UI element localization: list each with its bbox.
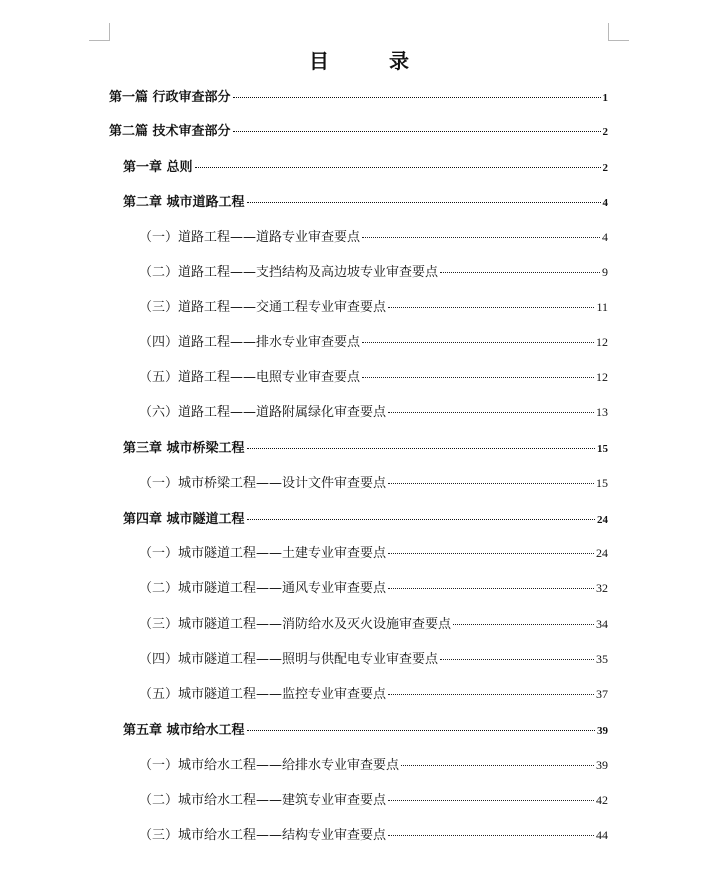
- toc-entry-section[interactable]: [139, 789, 608, 809]
- dot-leader: [362, 342, 594, 343]
- toc-entry-page: 15: [596, 476, 608, 490]
- dot-leader: [247, 202, 601, 203]
- toc-entry-label: （三）道路工程——交通工程专业审查要点: [139, 300, 387, 315]
- dot-leader: [195, 167, 601, 168]
- toc-entry-label: 第一篇 行政审查部分: [109, 90, 231, 105]
- toc-entry-page: 13: [596, 405, 608, 419]
- dot-leader: [388, 412, 594, 413]
- toc-entry-page: 2: [602, 126, 608, 138]
- dot-leader: [440, 659, 594, 660]
- toc-entry-section[interactable]: [139, 542, 608, 562]
- toc-entry-section[interactable]: [139, 366, 608, 386]
- dot-leader: [388, 694, 594, 695]
- toc-entry-label: （四）道路工程——排水专业审查要点: [139, 335, 361, 350]
- toc-entry-section[interactable]: [139, 472, 608, 492]
- toc-entry-page: 2: [602, 162, 608, 174]
- toc-entry-label: （五）道路工程——电照专业审查要点: [139, 370, 361, 385]
- toc-entry-section[interactable]: [139, 648, 608, 668]
- toc-entry-label: 第三章 城市桥梁工程: [123, 441, 245, 456]
- toc-entry-page: 37: [596, 687, 608, 701]
- toc-entry-label: （一）城市隧道工程——土建专业审查要点: [139, 546, 387, 561]
- dot-leader: [362, 237, 600, 238]
- dot-leader: [247, 448, 595, 449]
- toc-entry-chapter-4[interactable]: [123, 508, 608, 528]
- toc-entry-part-2[interactable]: [109, 120, 608, 140]
- toc-entry-label: （一）城市给水工程——给排水专业审查要点: [139, 758, 400, 773]
- toc-entry-section[interactable]: [139, 683, 608, 703]
- dot-leader: [247, 730, 595, 731]
- toc-entry-label: （一）城市桥梁工程——设计文件审查要点: [139, 476, 387, 491]
- toc-entry-section[interactable]: [139, 401, 608, 421]
- toc-entry-label: （二）道路工程——支挡结构及高边坡专业审查要点: [139, 265, 439, 280]
- toc-entry-page: 32: [596, 581, 608, 595]
- dot-leader: [362, 377, 594, 378]
- toc-entry-label: （三）城市隧道工程——消防给水及灭火设施审查要点: [139, 617, 452, 632]
- toc-entry-page: 42: [596, 793, 608, 807]
- toc-entry-section[interactable]: [139, 226, 608, 246]
- toc-entry-page: 9: [602, 265, 608, 279]
- toc-entry-page: 24: [596, 546, 608, 560]
- dot-leader: [233, 97, 601, 98]
- toc-entry-section[interactable]: [139, 296, 608, 316]
- toc-entry-label: （一）道路工程——道路专业审查要点: [139, 230, 361, 245]
- dot-leader: [388, 588, 594, 589]
- toc-entry-label: （二）城市隧道工程——通风专业审查要点: [139, 581, 387, 596]
- toc-entry-label: （二）城市给水工程——建筑专业审查要点: [139, 793, 387, 808]
- dot-leader: [388, 800, 594, 801]
- toc-entry-section[interactable]: [139, 754, 608, 774]
- toc-entry-chapter-3[interactable]: [123, 437, 608, 457]
- toc-entry-page: 39: [596, 758, 608, 772]
- toc-entry-part-1[interactable]: [109, 86, 608, 106]
- toc-entry-label: （五）城市隧道工程——监控专业审查要点: [139, 687, 387, 702]
- toc-entry-chapter-1[interactable]: [123, 156, 608, 176]
- dot-leader: [388, 553, 594, 554]
- toc-entry-section[interactable]: [139, 613, 608, 633]
- toc-entry-page: 24: [597, 514, 608, 526]
- dot-leader: [388, 483, 594, 484]
- toc-entry-chapter-2[interactable]: [123, 191, 608, 211]
- toc-entry-label: 第四章 城市隧道工程: [123, 512, 245, 527]
- toc-entry-page: 39: [597, 725, 608, 737]
- toc-entry-label: （六）道路工程——道路附属绿化审查要点: [139, 405, 387, 420]
- dot-leader: [453, 624, 594, 625]
- toc-entry-section[interactable]: [139, 331, 608, 351]
- dot-leader: [388, 307, 594, 308]
- toc-entry-label: 第五章 城市给水工程: [123, 723, 245, 738]
- toc-entry-page: 35: [596, 652, 608, 666]
- toc-entry-page: 12: [596, 370, 608, 384]
- toc-entry-label: （四）城市隧道工程——照明与供配电专业审查要点: [139, 652, 439, 667]
- toc-entry-page: 34: [596, 617, 608, 631]
- dot-leader: [388, 835, 594, 836]
- toc-entry-page: 4: [602, 197, 608, 209]
- toc-entry-label: 第二章 城市道路工程: [123, 195, 245, 210]
- toc-entry-section[interactable]: [139, 824, 608, 844]
- dot-leader: [440, 272, 600, 273]
- toc-entry-label: （三）城市给水工程——结构专业审查要点: [139, 828, 387, 843]
- toc-entry-label: 第二篇 技术审查部分: [109, 124, 231, 139]
- dot-leader: [233, 131, 601, 132]
- toc-entry-page: 12: [596, 335, 608, 349]
- toc-entry-label: 第一章 总则: [123, 160, 193, 175]
- dot-leader: [401, 765, 594, 766]
- toc-title: 目 录: [309, 49, 429, 73]
- toc-entry-page: 11: [596, 300, 608, 314]
- dot-leader: [247, 519, 595, 520]
- toc-entry-page: 15: [597, 443, 608, 455]
- toc-entry-chapter-5[interactable]: [123, 719, 608, 739]
- toc-entry-section[interactable]: [139, 577, 608, 597]
- toc-entry-page: 1: [602, 92, 608, 104]
- toc-entry-section[interactable]: [139, 261, 608, 281]
- toc-entry-page: 44: [596, 828, 608, 842]
- toc-entry-page: 4: [602, 230, 608, 244]
